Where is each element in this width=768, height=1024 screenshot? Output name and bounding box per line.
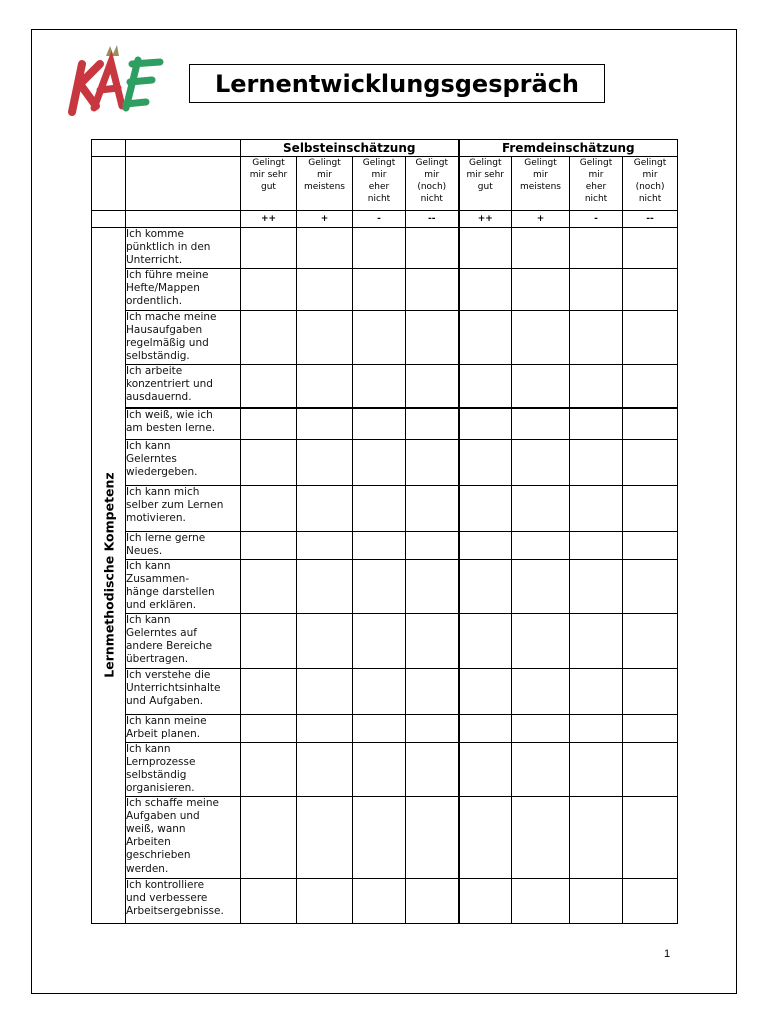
rating-cell[interactable]: [512, 613, 570, 668]
rating-symbol: +: [297, 211, 353, 228]
rating-cell[interactable]: [623, 742, 678, 796]
rating-cell[interactable]: [241, 613, 297, 668]
rating-cell[interactable]: [406, 531, 459, 559]
rating-cell[interactable]: [297, 531, 353, 559]
rating-cell[interactable]: [459, 408, 512, 439]
rating-cell[interactable]: [570, 268, 623, 310]
rating-cell[interactable]: [512, 796, 570, 878]
rating-cell[interactable]: [406, 485, 459, 531]
table-row: [92, 668, 678, 714]
rating-cell[interactable]: [406, 668, 459, 714]
rating-cell[interactable]: [459, 310, 512, 364]
column-header-label: Gelingt mir sehr gut: [466, 158, 504, 192]
statement-text: Ich lerne gerne Neues.: [126, 531, 206, 557]
page-number: 1: [664, 948, 671, 960]
table-row: [92, 228, 678, 269]
rating-cell[interactable]: [623, 796, 678, 878]
rating-cell[interactable]: [512, 408, 570, 439]
rating-cell[interactable]: [241, 559, 297, 613]
column-header: [241, 157, 297, 211]
rating-cell[interactable]: [297, 742, 353, 796]
rating-cell[interactable]: [512, 268, 570, 310]
rating-cell[interactable]: [459, 531, 512, 559]
rating-cell[interactable]: [512, 364, 570, 408]
rating-cell[interactable]: [297, 714, 353, 742]
rating-cell[interactable]: [353, 878, 406, 923]
rating-cell[interactable]: [623, 408, 678, 439]
rating-symbol: ++: [459, 211, 512, 228]
column-header: [459, 157, 512, 211]
statement-cell: [126, 531, 241, 559]
rating-cell[interactable]: [570, 742, 623, 796]
statement-cell: [126, 714, 241, 742]
rating-cell[interactable]: [512, 714, 570, 742]
statement-text: Ich führe meine Hefte/Mappen ordentlich.: [126, 268, 209, 308]
statement-text: Ich kontrolliere und verbessere Arbeitsergebnisse.: [126, 878, 224, 918]
rating-cell[interactable]: [353, 268, 406, 310]
column-header: [353, 157, 406, 211]
rating-cell[interactable]: [353, 364, 406, 408]
table-row: [92, 796, 678, 878]
rating-cell[interactable]: [570, 613, 623, 668]
statement-text: Ich kann Lernprozesse selbständig organisieren.: [126, 742, 196, 795]
statement-cell: [126, 559, 241, 613]
rating-cell[interactable]: [353, 714, 406, 742]
rating-cell[interactable]: [241, 742, 297, 796]
statement-cell: [126, 878, 241, 923]
statement-cell: [126, 268, 241, 310]
rating-cell[interactable]: [570, 714, 623, 742]
rating-cell[interactable]: [512, 742, 570, 796]
rating-cell[interactable]: [623, 613, 678, 668]
rating-cell[interactable]: [241, 364, 297, 408]
rating-cell[interactable]: [241, 878, 297, 923]
column-header-label: Gelingt mir eher nicht: [579, 158, 613, 204]
rating-cell[interactable]: [459, 742, 512, 796]
column-header-label: Gelingt mir (noch) nicht: [633, 158, 667, 204]
rating-cell[interactable]: [459, 714, 512, 742]
rating-cell[interactable]: [570, 796, 623, 878]
rating-cell[interactable]: [570, 439, 623, 485]
rating-cell[interactable]: [406, 228, 459, 269]
rating-symbol: ++: [241, 211, 297, 228]
rating-cell[interactable]: [297, 439, 353, 485]
statement-cell: [126, 796, 241, 878]
statement-text: Ich kann meine Arbeit planen.: [126, 714, 207, 740]
table-row: [92, 364, 678, 408]
rating-cell[interactable]: [512, 559, 570, 613]
header-empty-cell: [92, 140, 126, 157]
rating-cell[interactable]: [623, 714, 678, 742]
rating-cell[interactable]: [623, 531, 678, 559]
rating-cell[interactable]: [297, 559, 353, 613]
statement-cell: [126, 613, 241, 668]
statement-text: Ich kann Gelerntes auf andere Bereiche übertragen.: [126, 613, 213, 666]
statement-text: Ich arbeite konzentriert und ausdauernd.: [126, 364, 213, 404]
rating-cell[interactable]: [570, 878, 623, 923]
column-header: [570, 157, 623, 211]
rating-cell[interactable]: [512, 531, 570, 559]
statement-text: Ich verstehe die Unterrichtsinhalte und Aufgaben.: [126, 668, 221, 708]
rating-cell[interactable]: [406, 613, 459, 668]
rating-cell[interactable]: [570, 485, 623, 531]
rating-cell[interactable]: [241, 268, 297, 310]
statement-text: Ich komme pünktlich in den Unterricht.: [126, 228, 211, 267]
rating-cell[interactable]: [570, 668, 623, 714]
rating-cell[interactable]: [570, 364, 623, 408]
rating-cell[interactable]: [459, 439, 512, 485]
category-cell: [92, 228, 126, 924]
rating-cell[interactable]: [353, 485, 406, 531]
statement-cell: [126, 408, 241, 439]
rating-cell[interactable]: [570, 310, 623, 364]
rating-cell[interactable]: [241, 408, 297, 439]
statement-cell: [126, 668, 241, 714]
column-header-label: Gelingt mir sehr gut: [249, 158, 288, 192]
statement-cell: [126, 310, 241, 364]
rating-cell[interactable]: [353, 613, 406, 668]
rating-cell[interactable]: [623, 364, 678, 408]
rating-cell[interactable]: [623, 228, 678, 269]
rating-cell[interactable]: [353, 796, 406, 878]
rating-cell[interactable]: [353, 531, 406, 559]
rating-cell[interactable]: [512, 668, 570, 714]
rating-cell[interactable]: [459, 364, 512, 408]
header-row-groups: [92, 140, 678, 157]
rating-cell[interactable]: [297, 485, 353, 531]
column-header-label: Gelingt mir meistens: [304, 158, 345, 192]
header-empty-cell: [126, 157, 241, 211]
rating-cell[interactable]: [459, 559, 512, 613]
rating-cell[interactable]: [297, 878, 353, 923]
rating-cell[interactable]: [297, 268, 353, 310]
rating-cell[interactable]: [241, 668, 297, 714]
rating-cell[interactable]: [459, 668, 512, 714]
header-row-symbols: [92, 211, 678, 228]
rating-cell[interactable]: [459, 613, 512, 668]
rating-symbol: --: [406, 211, 459, 228]
table-row: [92, 485, 678, 531]
group-header-fremd: Fremdeinschätzung: [459, 140, 678, 157]
column-header-label: Gelingt mir eher nicht: [362, 158, 396, 204]
rating-cell[interactable]: [459, 228, 512, 269]
rating-cell[interactable]: [406, 714, 459, 742]
column-header: [406, 157, 459, 211]
rating-cell[interactable]: [406, 878, 459, 923]
rating-cell[interactable]: [406, 559, 459, 613]
rating-symbol: +: [512, 211, 570, 228]
statement-text: Ich kann Zusammen- hänge darstellen und erklären.: [126, 559, 215, 612]
rating-cell[interactable]: [241, 714, 297, 742]
rating-cell[interactable]: [459, 268, 512, 310]
category-label: Lernmethodische Kompetenz: [101, 472, 116, 679]
self-assessment-table: [91, 139, 678, 924]
school-logo: [56, 42, 166, 116]
rating-cell[interactable]: [623, 268, 678, 310]
rating-cell[interactable]: [241, 439, 297, 485]
table-row: [92, 714, 678, 742]
rating-symbol: -: [353, 211, 406, 228]
rating-cell[interactable]: [623, 485, 678, 531]
rating-cell[interactable]: [570, 531, 623, 559]
rating-cell[interactable]: [297, 796, 353, 878]
statement-text: Ich kann Gelerntes wiedergeben.: [126, 439, 198, 479]
rating-cell[interactable]: [241, 310, 297, 364]
column-header: [623, 157, 678, 211]
rating-cell[interactable]: [623, 878, 678, 923]
rating-cell[interactable]: [353, 668, 406, 714]
statement-text: Ich kann mich selber zum Lernen motivieren.: [126, 485, 224, 525]
table-row: [92, 878, 678, 923]
rating-cell[interactable]: [512, 310, 570, 364]
statement-cell: [126, 439, 241, 485]
rating-cell[interactable]: [406, 364, 459, 408]
header-empty-cell: [92, 157, 126, 211]
page-title: Lernentwicklungsgespräch: [189, 64, 605, 103]
table-row: [92, 408, 678, 439]
rating-cell[interactable]: [512, 878, 570, 923]
statement-cell: [126, 364, 241, 408]
rating-cell[interactable]: [512, 439, 570, 485]
rating-cell[interactable]: [570, 559, 623, 613]
rating-cell[interactable]: [353, 559, 406, 613]
rating-cell[interactable]: [406, 408, 459, 439]
statement-text: Ich weiß, wie ich am besten lerne.: [126, 409, 216, 435]
rating-symbol: --: [623, 211, 678, 228]
column-header: [297, 157, 353, 211]
rating-cell[interactable]: [570, 228, 623, 269]
statement-cell: [126, 228, 241, 269]
table-row: [92, 742, 678, 796]
rating-cell[interactable]: [570, 408, 623, 439]
header-empty-cell: [126, 211, 241, 228]
rating-cell[interactable]: [623, 310, 678, 364]
rating-cell[interactable]: [512, 485, 570, 531]
rating-cell[interactable]: [459, 485, 512, 531]
rating-cell[interactable]: [512, 228, 570, 269]
rating-cell[interactable]: [241, 228, 297, 269]
rating-cell[interactable]: [297, 408, 353, 439]
table-row: [92, 439, 678, 485]
header-row-columns: [92, 157, 678, 211]
rating-symbol: -: [570, 211, 623, 228]
rating-cell[interactable]: [297, 364, 353, 408]
statement-text: Ich schaffe meine Aufgaben und weiß, wann Arbeiten geschrieben werden.: [126, 796, 219, 875]
rating-cell[interactable]: [623, 559, 678, 613]
logo-letter-e: [126, 60, 160, 108]
table-row: [92, 531, 678, 559]
rating-cell[interactable]: [241, 796, 297, 878]
rating-cell[interactable]: [353, 310, 406, 364]
rating-cell[interactable]: [353, 408, 406, 439]
header-empty-cell: [92, 211, 126, 228]
rating-cell[interactable]: [297, 310, 353, 364]
statement-text: Ich mache meine Hausaufgaben regelmäßig und selbständig.: [126, 310, 217, 363]
rating-cell[interactable]: [406, 742, 459, 796]
rating-cell[interactable]: [623, 439, 678, 485]
rating-cell[interactable]: [406, 268, 459, 310]
rating-cell[interactable]: [297, 668, 353, 714]
table-row: [92, 613, 678, 668]
rating-cell[interactable]: [353, 439, 406, 485]
rating-cell[interactable]: [297, 613, 353, 668]
table-row: [92, 559, 678, 613]
statement-cell: [126, 742, 241, 796]
rating-cell[interactable]: [459, 878, 512, 923]
rating-cell[interactable]: [623, 668, 678, 714]
column-header-label: Gelingt mir (noch) nicht: [415, 158, 448, 204]
rating-cell[interactable]: [241, 531, 297, 559]
rating-cell[interactable]: [406, 439, 459, 485]
rating-cell[interactable]: [406, 796, 459, 878]
statement-cell: [126, 485, 241, 531]
rating-cell[interactable]: [459, 796, 512, 878]
table-row: [92, 268, 678, 310]
rating-cell[interactable]: [241, 485, 297, 531]
rating-cell[interactable]: [406, 310, 459, 364]
rating-cell[interactable]: [297, 228, 353, 269]
rating-cell[interactable]: [353, 742, 406, 796]
table-row: [92, 310, 678, 364]
header-empty-cell: [126, 140, 241, 157]
rating-cell[interactable]: [353, 228, 406, 269]
column-header: [512, 157, 570, 211]
column-header-label: Gelingt mir meistens: [520, 158, 561, 192]
group-header-selbst: Selbsteinschätzung: [241, 140, 459, 157]
